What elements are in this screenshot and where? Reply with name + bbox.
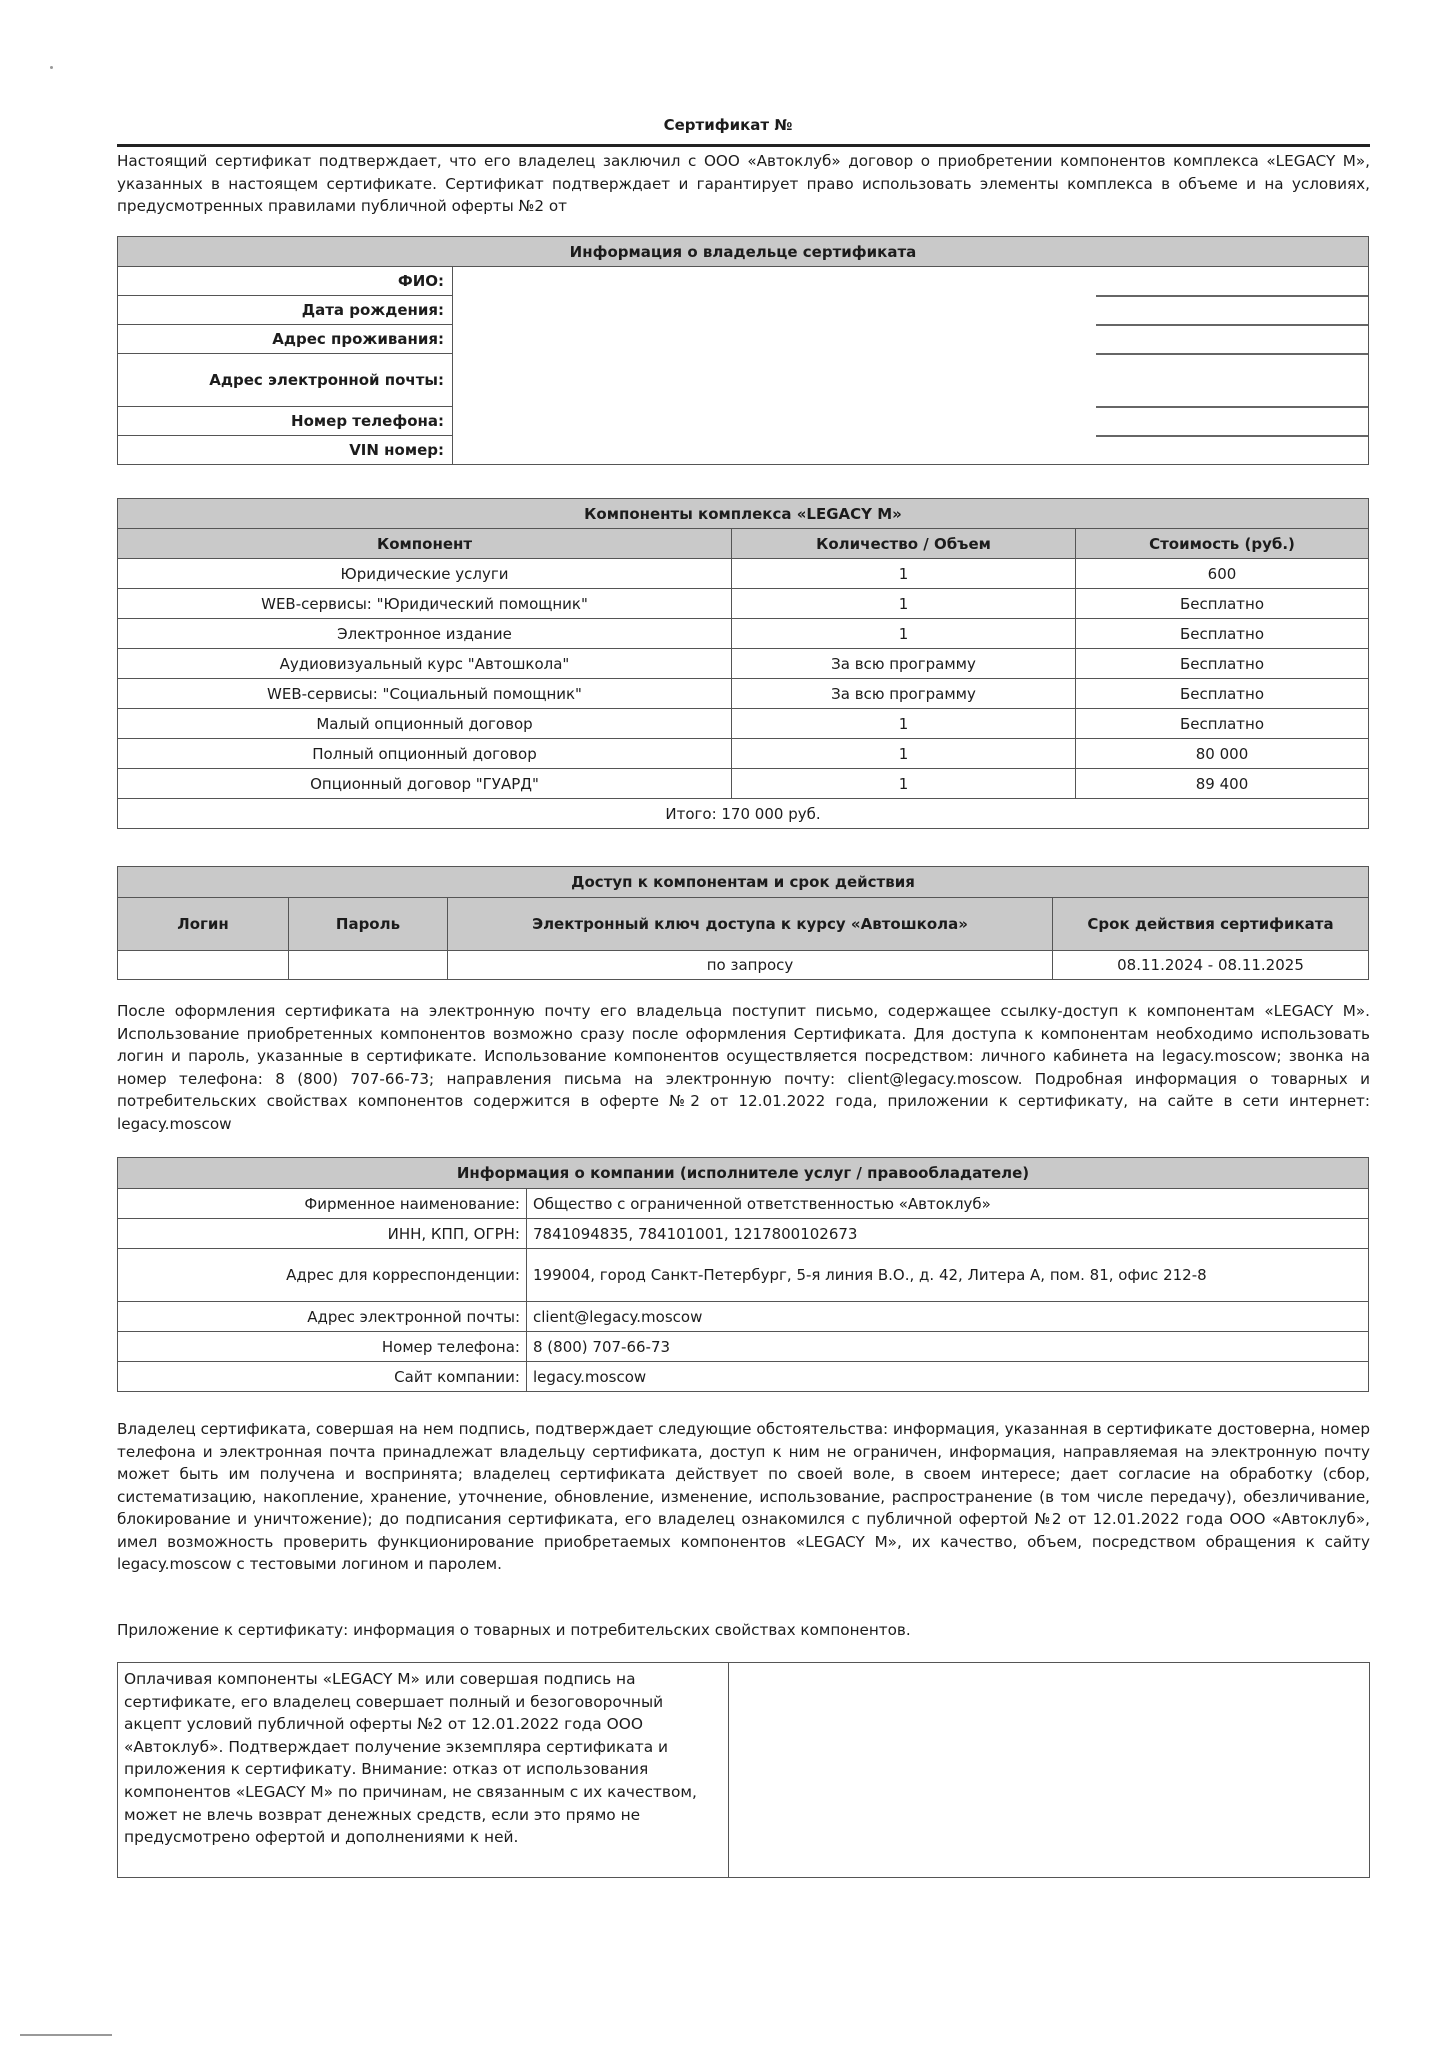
owner-value-email[interactable] [453,354,1369,407]
component-quantity: 1 [732,589,1076,619]
company-label: Адрес электронной почты: [118,1302,527,1332]
access-title: Доступ к компонентам и срок действия [118,867,1369,898]
company-row-phone [118,1332,1369,1362]
owner-value-birthdate[interactable] [453,296,1369,325]
company-row-ids [118,1219,1369,1249]
components-total: Итого: 170 000 руб. [118,799,1369,829]
acceptance-text: Оплачивая компоненты «LEGACY M» или совершая подпись на сертификате, его владелец совершает полный и безоговорочный акцепт условий публичной оферты №2 от 12.01.2022 года ООО «Автоклуб». Подтверждает получение экземпляра сертификата и приложения к сертификату. Внимание: отказ от использования компонентов «LEGACY M» по причинам, не связанным с их качеством, может не влечь возврат денежных средств, если это прямо не предусмотрено офертой и дополнениями к ней. [118,1663,729,1877]
table-row [118,649,1369,679]
company-info-title: Информация о компании (исполнителе услуг / правообладателе) [118,1158,1369,1189]
password-value [289,951,448,980]
validity-value: 08.11.2024 - 08.11.2025 [1053,951,1369,980]
component-quantity: 1 [732,739,1076,769]
company-label: Фирменное наименование: [118,1189,527,1219]
owner-value-phone[interactable] [453,407,1369,436]
table-row [118,709,1369,739]
table-row [118,769,1369,799]
component-name: Юридические услуги [118,559,732,589]
owner-info-title: Информация о владельце сертификата [118,237,1369,267]
owner-row-email [118,354,1369,407]
company-row-name [118,1189,1369,1219]
owner-value-vin[interactable] [453,436,1369,465]
scan-artifact-dot [50,66,53,69]
component-name: Малый опционный договор [118,709,732,739]
access-key-value: по запросу [448,951,1053,980]
component-name: Полный опционный договор [118,739,732,769]
component-name: WEB-сервисы: "Юридический помощник" [118,589,732,619]
access-table [117,866,1369,980]
owner-row-address [118,325,1369,354]
component-cost: Бесплатно [1076,649,1369,679]
appendix-note: Приложение к сертификату: информация о товарных и потребительских свойствах компонентов. [117,1621,911,1639]
company-label: Номер телефона: [118,1332,527,1362]
column-header-quantity: Количество / Объем [732,529,1076,559]
company-value: Общество с ограниченной ответственностью «Автоклуб» [527,1189,1369,1219]
owner-value-fio[interactable] [453,267,1369,296]
certificate-title: Сертификат № [663,116,793,134]
owner-label-fio: ФИО: [118,267,453,296]
component-quantity: 1 [732,769,1076,799]
login-value [118,951,289,980]
table-row [118,951,1369,980]
table-row [118,619,1369,649]
component-quantity: 1 [732,619,1076,649]
owner-row-vin [118,436,1369,465]
component-name: Аудиовизуальный курс "Автошкола" [118,649,732,679]
company-info-table [117,1157,1369,1392]
company-value: client@legacy.moscow [527,1302,1369,1332]
component-cost: 80 000 [1076,739,1369,769]
component-cost: 89 400 [1076,769,1369,799]
component-cost: 600 [1076,559,1369,589]
company-value: legacy.moscow [527,1362,1369,1392]
table-row [118,679,1369,709]
company-label: Адрес для корреспонденции: [118,1249,527,1302]
owner-row-fio [118,267,1369,296]
owner-row-birthdate [118,296,1369,325]
component-quantity: 1 [732,709,1076,739]
owner-info-table [117,236,1369,465]
column-header-cost: Стоимость (руб.) [1076,529,1369,559]
column-header-login: Логин [118,898,289,951]
company-row-address [118,1249,1369,1302]
column-header-password: Пароль [289,898,448,951]
component-quantity: За всю программу [732,649,1076,679]
table-row [118,559,1369,589]
company-value: 8 (800) 707-66-73 [527,1332,1369,1362]
company-label: Сайт компании: [118,1362,527,1392]
company-row-email [118,1302,1369,1332]
acceptance-box [117,1662,1370,1878]
component-cost: Бесплатно [1076,619,1369,649]
component-cost: Бесплатно [1076,679,1369,709]
component-cost: Бесплатно [1076,589,1369,619]
access-paragraph: После оформления сертификата на электронную почту его владельца поступит письмо, содержащее ссылку-доступ к компонентам «LEGACY M». Использование приобретенных компонентов возможно сразу после оформления Сертификата. Для доступа к компонентам необходимо использовать логин и пароль, указанные в сертификате. Использование компонентов осуществляется посредством: личного кабинета на legacy.moscow; звонка на номер телефона: 8 (800) 707-66-73; направления письма на электронную почту: client@legacy.moscow. Подробная информация о товарных и потребительских свойствах компонентов содержится в оферте №2 от 12.01.2022 года, приложении к сертификату, на сайте в сети интернет: legacy.moscow [117,1002,1370,1133]
component-cost: Бесплатно [1076,709,1369,739]
company-label: ИНН, КПП, ОГРН: [118,1219,527,1249]
owner-row-phone [118,407,1369,436]
owner-label-phone: Номер телефона: [118,407,453,436]
components-title: Компоненты комплекса «LEGACY M» [118,499,1369,529]
owner-label-email: Адрес электронной почты: [118,354,453,407]
component-quantity: За всю программу [732,679,1076,709]
components-table [117,498,1369,829]
company-value: 199004, город Санкт-Петербург, 5-я линия В.О., д. 42, Литера А, пом. 81, офис 212-8 [527,1249,1369,1302]
component-name: Электронное издание [118,619,732,649]
owner-value-address[interactable] [453,325,1369,354]
scan-artifact-line [20,2034,112,2036]
owner-label-address: Адрес проживания: [118,325,453,354]
owner-label-vin: VIN номер: [118,436,453,465]
table-row [118,589,1369,619]
table-row [118,739,1369,769]
company-value: 7841094835, 784101001, 1217800102673 [527,1219,1369,1249]
column-header-validity: Срок действия сертификата [1053,898,1369,951]
owner-label-birthdate: Дата рождения: [118,296,453,325]
component-name: Опционный договор "ГУАРД" [118,769,732,799]
column-header-access-key: Электронный ключ доступа к курсу «Автошкола» [448,898,1053,951]
intro-paragraph: Настоящий сертификат подтверждает, что его владелец заключил с ООО «Автоклуб» договор о приобретении компонентов комплекса «LEGACY M», указанных в настоящем сертификате. Сертификат подтверждает и гарантирует право использовать элементы комплекса в объеме и на условиях, предусмотренных правилами публичной оферты №2 от [117,152,1370,215]
title-divider [117,144,1370,147]
component-name: WEB-сервисы: "Социальный помощник" [118,679,732,709]
company-row-website [118,1362,1369,1392]
signature-area[interactable] [730,1663,1369,1877]
column-header-component: Компонент [118,529,732,559]
consent-paragraph: Владелец сертификата, совершая на нем подпись, подтверждает следующие обстоятельства: информация, указанная в сертификате достоверна, номер телефона и электронная почта принадлежат владельцу сертификата, доступ к ним не ограничен, информация, направляемая на электронную почту может быть им получена и воспринята; владелец сертификата действует по своей воле, в своем интересе; дает согласие на обработку (сбор, систематизацию, накопление, хранение, уточнение, обновление, изменение, использование, распространение (в том числе передачу), обезличивание, блокирование и уничтожение); до подписания сертификата, его владелец ознакомился с публичной офертой №2 от 12.01.2022 года ООО «Автоклуб», имел возможность проверить функционирование приобретаемых компонентов «LEGACY M», их качество, объем, посредством обращения к сайту legacy.moscow с тестовыми логином и паролем. [117,1420,1370,1573]
component-quantity: 1 [732,559,1076,589]
